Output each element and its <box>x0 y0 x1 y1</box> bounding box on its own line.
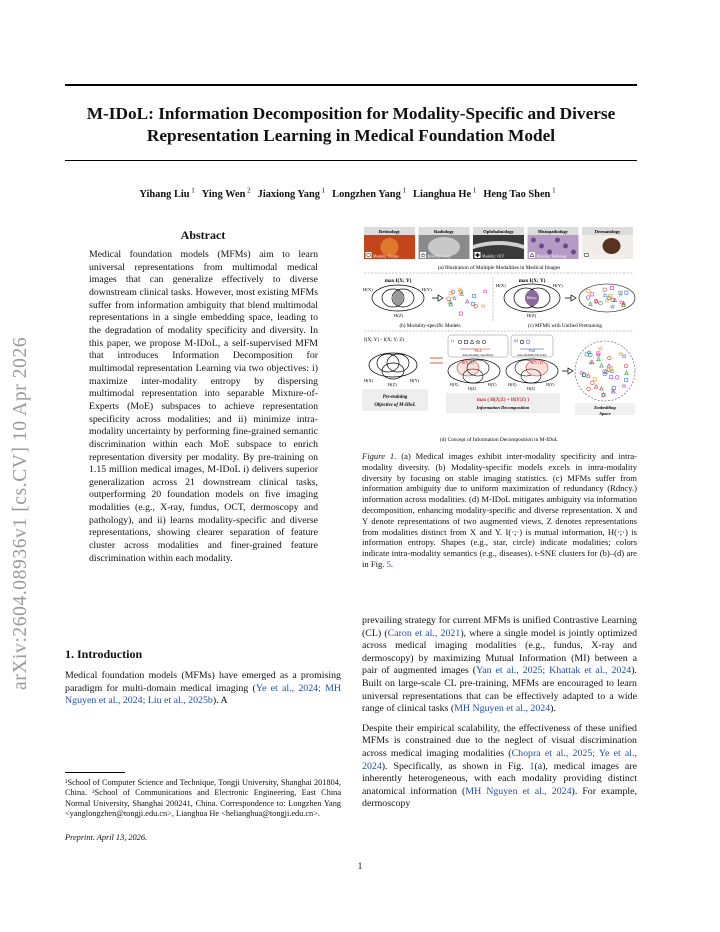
paper-title <box>65 103 637 147</box>
derm-lesion <box>603 238 621 254</box>
modality-sub: Modality: Pathology <box>536 254 567 259</box>
b-arrow-icon <box>432 295 443 301</box>
label-d: (d) Concept of Information Decomposition in M-IDoL <box>440 437 558 443</box>
author-affiliation: 1 <box>400 187 407 195</box>
p2-cite-nguyen[interactable]: MH Nguyen et al., 2024 <box>465 785 572 797</box>
p2-text-c: (a), medical images are inherently heterogeneous, with each modality providing distinct anatomical information ( <box>362 760 637 797</box>
right-paragraph-2 <box>362 723 637 811</box>
d2-hx: H(X) <box>450 382 459 387</box>
modality-name: Retinology <box>378 229 401 234</box>
author-name: Jiaxiong Yang $^1$ <box>257 187 326 201</box>
fundus-disc <box>381 238 399 256</box>
c-cluster-star-icon <box>603 293 607 297</box>
b-cluster-circle-icon <box>474 304 478 308</box>
emb-cluster-triangle-icon <box>594 385 598 388</box>
c-cluster-circle-icon <box>599 301 603 305</box>
c-cluster-triangle-icon <box>589 302 593 305</box>
c-cluster-square-icon <box>610 286 613 289</box>
d-pull: Pull <box>529 349 535 353</box>
caption-label: Figure 1. <box>362 451 397 461</box>
right-paragraph-1 <box>362 615 637 716</box>
title-top-rule <box>65 84 637 86</box>
modality-sub: Modality: Fundus <box>373 254 399 259</box>
c-cluster-circle-icon <box>603 288 607 292</box>
preprint-date: Preprint. April 13, 2026. <box>65 833 148 842</box>
d-objective: I(X; Y) - I(X; Y; Z) <box>364 337 405 343</box>
b-venn-overlap <box>393 291 403 305</box>
emb-cluster-circle-icon <box>624 364 628 368</box>
emb-cluster-square-icon <box>625 378 628 381</box>
d-hyz: H(Y | Z) <box>530 361 544 365</box>
d-inter: inter-modality Specificity <box>462 353 494 357</box>
modality-sub: Modality: Dermoscopy <box>591 254 625 259</box>
d-hx: H(X) <box>364 378 374 383</box>
p2-text-a: Despite their empirical scalability, the effectiveness of these unified MFMs is constrained due to the neglect of visual discrimination across medical imaging modalities ( <box>362 722 637 759</box>
emb-cluster-triangle-icon <box>600 364 604 367</box>
modality-name: Ophthalmology <box>483 229 514 234</box>
d-i-label: i) <box>451 338 454 343</box>
d3-hz: H(Z) <box>527 386 535 391</box>
p1-text-a: prevailing strategy for current MFMs is unified Contrastive Learning (CL) ( <box>362 615 637 639</box>
p1-cite-caron[interactable]: Caron et al., 2021 <box>387 627 461 639</box>
b-cluster-square-icon <box>459 312 462 315</box>
emb-cluster-star-icon <box>622 354 626 358</box>
modality-marker-box <box>584 252 590 258</box>
d-equals-bottom <box>430 362 443 364</box>
modality-name: Dermatology <box>594 229 621 234</box>
c-cluster-circle-icon <box>586 296 590 300</box>
author-list <box>65 187 637 200</box>
caption-fig-link[interactable]: 5 <box>386 558 391 569</box>
author-affiliation: 2 <box>245 187 251 195</box>
author-affiliation: 1 <box>550 187 556 195</box>
author-name: Ying Wen $^2$ <box>201 187 251 201</box>
pathology-cell <box>563 244 568 249</box>
b-hz: H(Z) <box>394 313 404 318</box>
emb-cluster-star-icon <box>622 384 626 388</box>
d2-hy: H(Y) <box>488 382 497 387</box>
p2-fig-link[interactable]: 1 <box>529 760 535 772</box>
author-affiliation: 1 <box>319 187 326 195</box>
label-a: (a) Illustration of Multiple Modalities in Medical Images <box>437 265 561 271</box>
title-bottom-rule <box>65 160 637 161</box>
c-hx: H(X) <box>496 283 506 288</box>
intro-text-tail: ). A <box>212 695 228 707</box>
author-name: Yihang Liu $^1$ <box>139 187 195 201</box>
author-name: Lianghua He $^1$ <box>413 187 477 201</box>
intro-body <box>65 670 341 708</box>
pathology-cell <box>555 238 560 243</box>
intro-text: Medical foundation models (MFMs) have emerged as a promising paradigm for multi-domain medical imaging ( <box>65 670 341 694</box>
d-space: Space <box>599 411 611 416</box>
pathology-cell <box>571 250 576 255</box>
author-name: Longzhen Yang $^1$ <box>332 187 407 201</box>
title-line-2: Representation Learning in Medical Foundation Model <box>146 126 556 145</box>
d-push: Push <box>474 349 482 353</box>
intro-paragraph <box>65 670 341 708</box>
b-cluster-triangle-icon <box>465 300 469 303</box>
modality-sub: Modality: X-ray <box>427 254 451 259</box>
page-number: 1 <box>357 862 363 872</box>
emb-cluster-star-icon <box>619 352 623 356</box>
emb-cluster-circle-icon <box>591 381 595 385</box>
c-cluster-square-icon <box>625 291 628 294</box>
footnote-rule <box>65 772 125 773</box>
pathology-cell <box>531 238 536 243</box>
title-line-1: M-IDoL: Information Decomposition for Modality-Specific and Diverse <box>86 104 616 123</box>
emb-cluster-triangle-icon <box>625 371 629 374</box>
caption-end: . <box>390 558 394 569</box>
right-column-body <box>362 615 637 811</box>
d-arrow-icon <box>562 368 573 374</box>
emb-cluster-star-icon <box>580 371 584 375</box>
p1-text-c: ). Built on large-scale CL pre-training, MFMs are encouraged to learn universal representations that can be effectively adapted to a wide range of clinical tasks ( <box>362 665 637 715</box>
c-hz: H(Z) <box>527 313 537 318</box>
d-info-decomp: Information Decomposition <box>476 405 530 410</box>
emb-cluster-square-icon <box>593 378 596 381</box>
c-cluster-square-icon <box>590 293 593 296</box>
abstract-heading: Abstract <box>180 228 226 242</box>
c-arrow-icon <box>565 295 576 301</box>
emb-cluster-circle-icon <box>615 376 619 380</box>
figure-1 <box>360 225 638 445</box>
p2-text-d: ). For example, dermoscopy <box>362 785 637 810</box>
b-cluster-star-icon <box>481 304 485 308</box>
p2-cite-chopra[interactable]: Chopra et al., 2025; Ye et al., 2024 <box>362 747 637 772</box>
d-venn-outer <box>369 353 417 377</box>
p1-cite-yan[interactable]: Yan et al., 2025; Khattak et al., 2024 <box>476 665 632 677</box>
b-cluster-square-icon <box>473 294 476 297</box>
author-name: Heng Tao Shen $^1$ <box>483 187 556 201</box>
emb-cluster-circle-icon <box>608 356 612 360</box>
c-cluster-star-icon <box>619 300 623 304</box>
b-cluster-star-icon <box>483 289 487 293</box>
d-embedding: Embedding <box>594 405 616 410</box>
emb-cluster-star-icon <box>598 346 602 350</box>
c-cluster-star-icon <box>605 299 609 303</box>
d-hy: H(Y) <box>410 378 420 383</box>
d-hz: H(Z) <box>388 382 397 387</box>
d-pretrain: Pre-training <box>382 395 408 400</box>
c-max-mi: max I(X; Y) <box>518 278 546 284</box>
abstract-text: Medical foundation models (MFMs) aim to learn universal representations from multimodal medical images that can generalize effectively to diverse downstream clinical tasks. However, most existing MFMs suffer from information ambiguity that blend multimodal representations in a single embedding space, leading to the degradation of modality specificity and diversity. In this paper, we propose M-IDoL, a self-supervised MFM that introduces Information Decomposition for multimodal representation Learning via two objectives: i) maximize inter-modality entropy by dispersing multimodal representation into separable Mixture-of-Experts (MoE) subspaces to achieve representation specificity across modalities; and ii) minimize intra-modality uncertainty by performing fine-grained semantic discrimination within each MoE subspace to enrich representation diversity per modality. By pre-training on 1.15 million medical images, M-IDoL i) delivers superior generalization across 21 downstream clinical tasks, outperforming 20 foundation models on five imaging modalities (e.g., X-ray, fundus, OCT, dermoscopy and pathology), and ii) learns modality-specific and diverse representations, showing clearer separation of feature cluster across modalities and finer-grained feature discrimination within each modality. <box>89 249 318 564</box>
figure-caption <box>362 451 637 570</box>
d3-hx: H(X) <box>508 382 517 387</box>
footnote: ¹School of Computer Science and Technique, Tongji University, Shanghai 201804, China. ²School of Communications and Electronic Engineering, East China Normal University, Shanghai 200241, China. Correspondence to: Longzhen Yang <yanglongzhen@tongji.edu.cn>, Lianghua He <helianghua@tongji.edu.cn>. <box>65 778 341 819</box>
author-affiliation: 1 <box>471 187 477 195</box>
caption-text: (a) Medical images exhibit inter-modality specificity and intra-modality diversity. (b) Modality-specific models excels in intra-modality diversity by focusing on stable imaging statistics. (c) MFMs suffer from information ambiguity due to uniform maximization of redundancy (Rdncy.) information across modalities. (d) M-IDoL mitigates ambiguity via information decomposition, enhancing modality-specific and diverse representation. X and Y denote representations of two augmented views, Z denotes representations from modalities distinct from X and Y. I(·;·) is mutual information, H(·;·) is information entropy. Shapes (e.g., star, circle) indicate modalities; colors indicate intra-modality semantics (e.g., diseases). t-SNE clusters for (b)–(d) are in Fig. <box>362 451 638 569</box>
author-affiliation: 1 <box>189 187 195 195</box>
d-equals-top <box>430 357 443 359</box>
c-hy: H(Y) <box>553 283 563 288</box>
d-decomp-box <box>446 393 560 413</box>
d-ii-label: ii) <box>514 338 519 343</box>
label-b: (b) Modality-specific Models <box>399 323 461 329</box>
modality-sub: Modality: OCT <box>482 254 505 259</box>
emb-cluster-triangle-icon <box>600 387 604 390</box>
emb-cluster-triangle-icon <box>597 357 601 360</box>
intro-heading: 1. Introduction <box>65 647 143 661</box>
p1-text-d: ). <box>550 703 556 715</box>
label-c: (c) MFMS with Unified Pretraining <box>527 323 603 329</box>
modality-name: Radiology <box>434 229 454 234</box>
c-rdncy: Rdncy. <box>526 296 538 300</box>
p1-cite-nguyen[interactable]: MH Nguyen et al., 2024 <box>454 703 551 715</box>
pathology-cell <box>539 244 544 249</box>
d-hxz: H(X | Z) <box>461 361 475 365</box>
b-hy: H(Y) <box>422 287 432 292</box>
modality-marker-box <box>366 252 372 258</box>
b-cluster-circle-icon <box>447 297 451 301</box>
d-max-decomp: max ( H(X|Z) + H(Y|Z) ) <box>476 398 530 403</box>
d2-hz: H(Z) <box>468 386 476 391</box>
c-cluster-star-icon <box>610 305 614 309</box>
d-intra: intra-modality Diversity <box>517 353 547 357</box>
b-max-mi: max I(X; Y) <box>384 278 412 284</box>
p2-text-b: ). Specifically, as shown in Fig. <box>381 760 530 772</box>
d3-hy: H(Y) <box>546 382 555 387</box>
abstract-body <box>89 249 318 565</box>
emb-cluster-circle-icon <box>587 387 591 391</box>
c-cluster-square-icon <box>587 290 590 293</box>
emb-cluster-triangle-icon <box>586 374 590 377</box>
b-hx: H(X) <box>363 287 373 292</box>
intro-citation-link[interactable]: Ye et al., 2024; MH Nguyen et al., 2024; Liu et al., 2025b <box>65 682 341 707</box>
emb-cluster-square-icon <box>610 375 613 378</box>
arxiv-stamp: arXiv:2604.08936v1 [cs.CV] 10 Apr 2026 <box>10 336 31 690</box>
p1-text-b: ), where a single model is jointly optimized across medical imaging modalities (e.g., fundus, X-ray and dermoscopy) by maximizing Mutual Information (MI) between a pair of augmented images ( <box>362 627 638 677</box>
modality-name: Histopathology <box>538 229 568 234</box>
d-objective-label: Objective of M-IDoL <box>374 403 416 408</box>
b-cluster-star-icon <box>452 296 456 300</box>
